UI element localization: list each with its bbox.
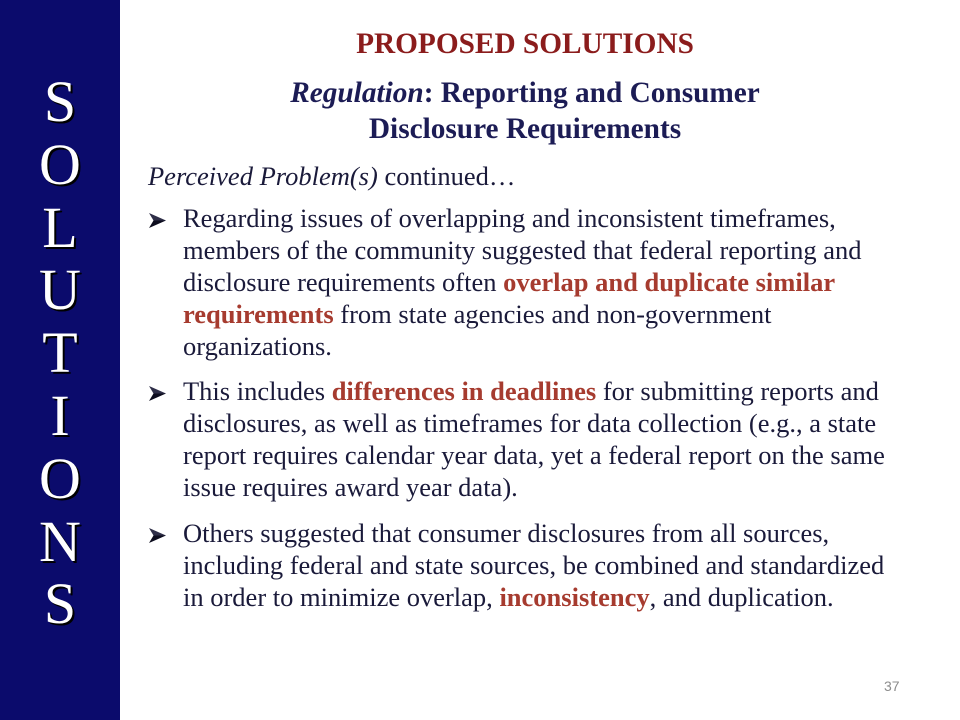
subtitle-line [120, 75, 930, 111]
banner-letter: S [43, 571, 77, 637]
banner-letter: O [39, 131, 81, 197]
slide-title: PROPOSED SOLUTIONS [356, 28, 694, 60]
highlighted-text: inconsistency [499, 582, 650, 612]
subtitle-italic-text: Regulation [290, 77, 424, 109]
bullet-line [183, 202, 943, 234]
banner-letter: L [42, 194, 78, 260]
arrowhead-bullet-icon [149, 386, 166, 401]
banner-letter: N [39, 508, 81, 574]
arrowhead-bullet-icon [149, 213, 166, 228]
bullet-text: for submitting reports and [596, 376, 879, 406]
bullet-line [183, 517, 943, 549]
highlighted-text: overlap and duplicate similar [503, 267, 836, 297]
bullet-text: Regarding issues of overlapping and inconsistent timeframes, [183, 203, 836, 233]
bullet-text: members of the community suggested that federal reporting and [183, 235, 862, 265]
bullet-text: in order to minimize overlap, [183, 582, 500, 612]
banner-letter: U [39, 257, 81, 323]
bullet-text: from state agencies and non-government [333, 299, 772, 329]
highlighted-text: requirements [183, 299, 334, 329]
bullet-line [183, 581, 943, 613]
bullet-line [183, 549, 943, 581]
subtitle-text: : Reporting and Consumer [423, 77, 760, 109]
vertical-solutions-label [0, 71, 120, 636]
banner-letter: O [39, 445, 81, 511]
bullet-line [183, 439, 943, 471]
bullet-text: issue requires award year data). [183, 472, 518, 502]
arrowhead-bullet-icon [149, 528, 166, 543]
intro-line [148, 160, 515, 192]
banner-letter: T [42, 320, 78, 386]
bullet-text: including federal and state sources, be combined and standardized [183, 550, 885, 580]
banner-letter: S [43, 69, 77, 134]
bullet-line [183, 298, 943, 330]
bullet-line [183, 471, 943, 503]
page-number: 37 [884, 678, 900, 694]
bullet-item [183, 375, 943, 503]
bullet-line [183, 375, 943, 407]
bullet-text: This includes [183, 376, 332, 406]
bullet-line [183, 234, 943, 266]
bullet-text: disclosures, as well as timeframes for data collection (e.g., a state [183, 408, 877, 438]
subtitle-line: Disclosure Requirements [368, 113, 682, 145]
sidebar-banner [0, 0, 120, 720]
bullet-item [183, 517, 943, 613]
bullet-line [183, 330, 943, 362]
highlighted-text: differences in deadlines [331, 376, 597, 406]
bullet-text: Others suggested that consumer disclosures from all sources, [183, 518, 830, 548]
banner-letter: I [50, 382, 70, 448]
bullet-line [183, 407, 943, 439]
intro-text: continued… [377, 161, 516, 191]
slide-subtitle [120, 75, 930, 147]
bullet-text: organizations. [183, 331, 332, 361]
bullet-item [183, 202, 943, 362]
bullet-text: , and duplication. [649, 582, 834, 612]
intro-italic-text: Perceived Problem(s) [148, 161, 378, 191]
bullet-line [183, 266, 943, 298]
bullet-text: report requires calendar year data, yet a federal report on the same [183, 440, 885, 470]
bullet-text: disclosure requirements often [183, 267, 504, 297]
